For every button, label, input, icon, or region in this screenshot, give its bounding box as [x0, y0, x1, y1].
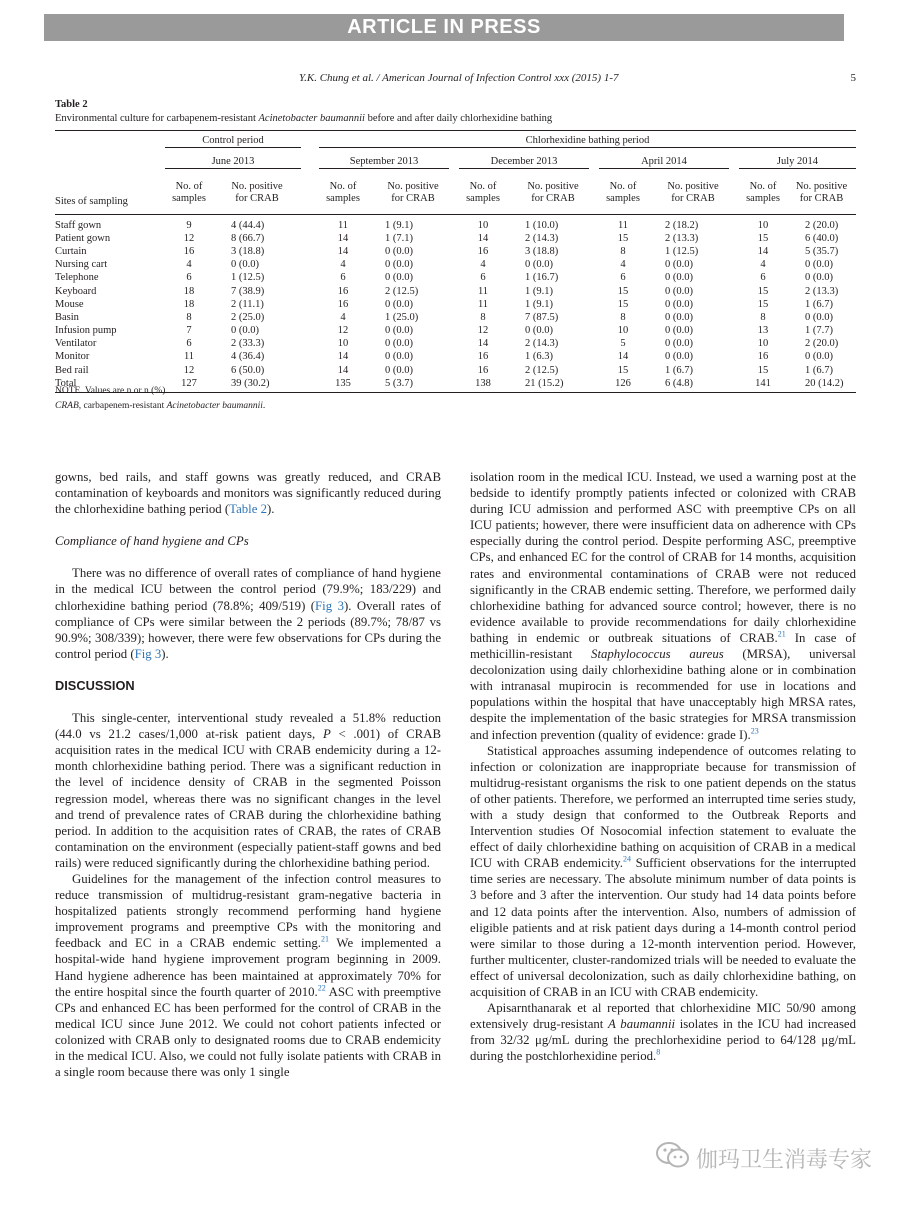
- table-note: NOTE. Values are n or n (%).: [55, 386, 168, 396]
- positive-cell: 0 (0.0): [385, 364, 413, 376]
- fig-3-link[interactable]: Fig 3: [315, 598, 344, 613]
- samples-cell: 14: [477, 232, 489, 244]
- table-row: [55, 377, 856, 393]
- samples-cell: 14: [337, 364, 349, 376]
- positive-cell: 0 (0.0): [665, 325, 693, 337]
- samples-cell: 14: [757, 245, 769, 257]
- positive-cell: 1 (9.1): [525, 285, 553, 297]
- table-caption: [55, 98, 856, 126]
- watermark: [656, 1141, 872, 1175]
- samples-cell: 11: [617, 219, 629, 231]
- samples-cell: 127: [165, 377, 213, 393]
- reference-link[interactable]: 21: [777, 629, 786, 639]
- samples-cell: 9: [186, 219, 192, 231]
- samples-cell: 11: [477, 298, 489, 310]
- positive-cell: 2 (20.0): [805, 219, 839, 231]
- period-header: September 2013: [319, 156, 449, 169]
- samples-cell: 10: [477, 219, 489, 231]
- positive-cell: 1 (25.0): [385, 311, 419, 323]
- site-cell: Bed rail: [55, 364, 89, 376]
- samples-cell: 12: [183, 232, 195, 244]
- samples-cell: 18: [183, 285, 195, 297]
- positive-cell: 1 (10.0): [525, 219, 559, 231]
- positive-cell: 2 (12.5): [525, 364, 559, 376]
- period-header: April 2014: [599, 156, 729, 169]
- positive-cell: 0 (0.0): [805, 259, 833, 271]
- period-header: December 2013: [459, 156, 589, 169]
- samples-cell: 4: [340, 259, 346, 271]
- article-in-press-banner: ARTICLE IN PRESS: [44, 14, 844, 41]
- samples-cell: 16: [337, 285, 349, 297]
- positive-cell: 6 (40.0): [805, 232, 839, 244]
- positive-cell: 6 (4.8): [647, 377, 739, 393]
- positive-cell: 2 (14.3): [525, 232, 559, 244]
- positive-cell: 2 (14.3): [525, 338, 559, 350]
- positive-cell: 5 (35.7): [805, 245, 839, 257]
- positive-cell: 0 (0.0): [525, 259, 553, 271]
- table-abbreviation: CRAB, carbapenem-resistant Acinetobacter baumannii.: [55, 401, 266, 411]
- environmental-culture-table: [55, 130, 856, 393]
- heading-discussion: DISCUSSION: [55, 677, 135, 693]
- positive-cell: 0 (0.0): [665, 351, 693, 363]
- site-cell: Monitor: [55, 351, 90, 363]
- table-row: [55, 272, 856, 285]
- positive-cell: 2 (11.1): [231, 298, 264, 310]
- caption-text-end: before and after daily chlorhexidine bathing: [364, 113, 553, 124]
- table-row: [55, 285, 856, 298]
- samples-cell: 6: [340, 272, 346, 284]
- column-header-positive: No. positive for CRAB: [795, 181, 848, 204]
- positive-cell: 6 (50.0): [231, 364, 265, 376]
- samples-cell: 11: [477, 285, 489, 297]
- samples-cell: 15: [617, 364, 629, 376]
- site-cell: Basin: [55, 311, 79, 323]
- wechat-icon: [656, 1141, 690, 1175]
- samples-cell: 16: [757, 351, 769, 363]
- positive-cell: 7 (87.5): [525, 311, 559, 323]
- positive-cell: 1 (7.7): [805, 325, 833, 337]
- table-row: [55, 298, 856, 311]
- positive-cell: 1 (6.7): [805, 298, 833, 310]
- samples-cell: 16: [337, 298, 349, 310]
- table-row: [55, 259, 856, 272]
- samples-cell: 8: [620, 245, 626, 257]
- positive-cell: 21 (15.2): [507, 377, 599, 393]
- samples-cell: 14: [337, 245, 349, 257]
- journal-citation: Y.K. Chung et al. / American Journal of Infection Control xxx (2015) 1-7: [299, 72, 619, 84]
- left-column: [55, 469, 441, 1080]
- samples-cell: 14: [617, 351, 629, 363]
- samples-cell: 7: [186, 325, 192, 337]
- site-cell: Telephone: [55, 272, 99, 284]
- samples-cell: 141: [739, 377, 787, 393]
- samples-cell: 6: [760, 272, 766, 284]
- paragraph: This single-center, interventional study revealed a 51.8% reduction (44.0 vs 21.2 cases/1,000 at-risk patient days, P < .001) of CRAB acquisition rates in the medical ICU with CRAB endemicity during a 12-month chlorhexidine bathing period. There was a significant reduction in the level of incidence density of CRAB in the segmented Poisson regression model, whereas there was no significant changes in the level and trend of prevalence rates of CRAB during the chlorhexidine bathing period. In addition to the acquisition rates of CRAB, the rates of CRAB contamination on the environment (especially patient-staff gowns and bed rails) were reduced significantly during the chlorhexidine bathing period.: [55, 711, 441, 870]
- positive-cell: 0 (0.0): [385, 245, 413, 257]
- samples-cell: 15: [617, 298, 629, 310]
- samples-cell: 11: [337, 219, 349, 231]
- positive-cell: 1 (6.3): [525, 351, 553, 363]
- samples-cell: 135: [319, 377, 367, 393]
- fig-3-link[interactable]: Fig 3: [134, 646, 162, 661]
- column-header-samples: No. of samples: [172, 181, 206, 204]
- site-cell: Curtain: [55, 245, 87, 257]
- samples-cell: 4: [760, 259, 766, 271]
- paragraph: Statistical approaches assuming independence of outcomes relating to infection or colonization are inappropriate because for transmission of multidrug-resistant organisms the risk to one patient depends on the status of other patients. Therefore, we performed an interrupted time series study, with a study design that conformed to the Outbreak Reports and Intervention studies Of Nosocomial infection statement to evaluate the effect of daily chlorhexidine bathing on acquisition of CRAB in a medical ICU with CRAB endemicity.$^{24}$ Sufficient observations for the interrupted time series are necessary. The absolute minimum number of data points is 3 before and 3 after the intervention. Our study had 14 data points before and 12 data points after the intervention. Also, numbers of admission of eligible patients and at risk patient days during a 14-month control period were similar to those during a 12-month intervention period. However, further multicenter, cluster-randomized trials will be needed to evaluate the effect of universal decolonization, such as daily chlorhexidine bathing, on acquisition of CRAB in an ICU with CRAB endemicity.: [470, 743, 856, 999]
- watermark-text: 伽玛卫生消毒专家: [695, 1147, 872, 1173]
- positive-cell: 0 (0.0): [525, 325, 553, 337]
- samples-cell: 12: [183, 364, 195, 376]
- samples-cell: 12: [337, 325, 349, 337]
- samples-cell: 4: [186, 259, 192, 271]
- site-cell: Infusion pump: [55, 325, 117, 337]
- samples-cell: 15: [617, 232, 629, 244]
- reference-link[interactable]: 23: [750, 726, 759, 736]
- column-header-samples: No. of samples: [606, 181, 640, 204]
- positive-cell: 0 (0.0): [385, 298, 413, 310]
- positive-cell: 1 (16.7): [525, 272, 559, 284]
- positive-cell: 1 (12.5): [665, 245, 699, 257]
- samples-cell: 14: [477, 338, 489, 350]
- samples-cell: 8: [620, 311, 626, 323]
- table-row: [55, 232, 856, 245]
- samples-cell: 5: [620, 338, 626, 350]
- positive-cell: 3 (18.8): [231, 245, 265, 257]
- samples-cell: 14: [337, 351, 349, 363]
- table-row: [55, 245, 856, 258]
- samples-cell: 14: [337, 232, 349, 244]
- column-header-samples: No. of samples: [746, 181, 780, 204]
- samples-cell: 10: [757, 219, 769, 231]
- positive-cell: 2 (20.0): [805, 338, 839, 350]
- positive-cell: 0 (0.0): [805, 311, 833, 323]
- positive-cell: 0 (0.0): [385, 338, 413, 350]
- column-header-positive: No. positive for CRAB: [527, 181, 579, 204]
- positive-cell: 0 (0.0): [665, 298, 693, 310]
- positive-cell: 2 (18.2): [665, 219, 699, 231]
- column-header-samples: No. of samples: [466, 181, 500, 204]
- period-header: July 2014: [739, 156, 856, 169]
- samples-cell: 8: [760, 311, 766, 323]
- samples-cell: 15: [757, 285, 769, 297]
- page-number: 5: [850, 72, 856, 84]
- positive-cell: 39 (30.2): [213, 377, 301, 393]
- table-row: [55, 338, 856, 351]
- positive-cell: 5 (3.7): [367, 377, 459, 393]
- positive-cell: 0 (0.0): [665, 285, 693, 297]
- site-cell: Patient gown: [55, 232, 111, 244]
- positive-cell: 8 (66.7): [231, 232, 265, 244]
- positive-cell: 0 (0.0): [385, 259, 413, 271]
- samples-cell: 8: [186, 311, 192, 323]
- positive-cell: 0 (0.0): [805, 351, 833, 363]
- samples-cell: 138: [459, 377, 507, 393]
- positive-cell: 3 (18.8): [525, 245, 559, 257]
- samples-cell: 4: [340, 311, 346, 323]
- period-header: June 2013: [165, 156, 301, 169]
- samples-cell: 6: [186, 338, 192, 350]
- group-header-chlorhexidine: Chlorhexidine bathing period: [319, 135, 856, 148]
- samples-cell: 8: [480, 311, 486, 323]
- positive-cell: 0 (0.0): [385, 325, 413, 337]
- reference-link[interactable]: 24: [622, 854, 631, 864]
- table-label: Table 2: [55, 99, 88, 110]
- samples-cell: 4: [620, 259, 626, 271]
- samples-cell: 6: [186, 272, 192, 284]
- site-cell: Staff gown: [55, 219, 102, 231]
- subheading-compliance: Compliance of hand hygiene and CPs: [55, 534, 249, 549]
- positive-cell: 0 (0.0): [385, 272, 413, 284]
- positive-cell: 1 (7.1): [385, 232, 413, 244]
- samples-cell: 18: [183, 298, 195, 310]
- positive-cell: 2 (33.3): [231, 338, 265, 350]
- site-cell: Mouse: [55, 298, 84, 310]
- positive-cell: 1 (6.7): [805, 364, 833, 376]
- table-2-link[interactable]: Table 2: [229, 502, 267, 517]
- reference-link[interactable]: 8: [656, 1048, 661, 1058]
- column-header-samples: No. of samples: [326, 181, 360, 204]
- table-row: [55, 215, 856, 233]
- column-header-site: Sites of sampling: [55, 172, 165, 215]
- column-header-positive: No. positive for CRAB: [231, 181, 283, 204]
- positive-cell: 1 (9.1): [385, 219, 413, 231]
- samples-cell: 16: [477, 351, 489, 363]
- samples-cell: 15: [757, 232, 769, 244]
- samples-cell: 15: [757, 364, 769, 376]
- positive-cell: 1 (12.5): [231, 272, 265, 284]
- site-cell: Ventilator: [55, 338, 97, 350]
- positive-cell: 0 (0.0): [665, 272, 693, 284]
- samples-cell: 6: [480, 272, 486, 284]
- samples-cell: 16: [183, 245, 195, 257]
- table-row: [55, 364, 856, 377]
- positive-cell: 2 (13.3): [805, 285, 839, 297]
- samples-cell: 15: [757, 298, 769, 310]
- table-row: [55, 311, 856, 324]
- positive-cell: 4 (36.4): [231, 351, 265, 363]
- positive-cell: 2 (12.5): [385, 285, 419, 297]
- samples-cell: 12: [477, 325, 489, 337]
- positive-cell: 7 (38.9): [231, 285, 265, 297]
- samples-cell: 16: [477, 245, 489, 257]
- positive-cell: 2 (13.3): [665, 232, 699, 244]
- column-header-positive: No. positive for CRAB: [667, 181, 719, 204]
- paragraph: Guidelines for the management of the infection control measures to reduce transmission of multidrug-resistant gram-negative bacteria in hospitalized patients strongly recommend performing hand hygiene improvement programs and preemptive CPs with the monitoring and feedback and EC in a CRAB endemic setting.$^{21}$ We implemented a hospital-wide hand hygiene improvement program beginning in 2009. Hand hygiene adherence has been maintained at approximately 70% for the entire hospital since the fourth quarter of 2010.22 ASC with preemptive CPs and enhanced EC has been performed for the control of CRAB in the medical ICU since June 2012. We could not cohort patients infected or colonized with CRAB only to designated rooms due to CRAB endemicity in the medical ICU. Also, we could not fully isolate patients with CRAB in a single room because there was only 1 single: [55, 871, 441, 1080]
- positive-cell: 0 (0.0): [231, 325, 259, 337]
- paragraph: isolation room in the medical ICU. Instead, we used a warning post at the bedside to identify promptly patients infected or colonized with CRAB during ICU admission and performed ASC with preemptive CPs on all ICU patients; however, there were insufficient data on adherence with CPs especially during the control period. Despite performing ASC, preemptive CPs, and enhanced EC for the control of CRAB for 14 months, acquisition rates and environmental contaminations of CRAB were not reduced significantly in the CRAB endemic setting. Therefore, we performed daily chlorhexidine bathing for advanced source control; however, there is no evidence available to provide recommendations for daily chlorhexidine bathing in endemic or outbreak situations of CRAB.$^{21}$ In case of methicillin-resistant Staphylococcus aureus (MRSA), universal decolonization using daily chlorhexidine bathing alone or in combination with intranasal mupirocin is recommended for use in locations and populations within the hospital that have unacceptably high MRSA rates, despite the implementation of the basic strategies for MRSA transmission and infection prevention (quality of evidence: grade I).$^{23}$: [470, 470, 857, 742]
- samples-cell: 15: [617, 285, 629, 297]
- caption-species: Acinetobacter baumannii: [258, 113, 365, 124]
- positive-cell: 0 (0.0): [665, 259, 693, 271]
- positive-cell: 4 (44.4): [231, 219, 265, 231]
- samples-cell: 16: [477, 364, 489, 376]
- paragraph: There was no difference of overall rates of compliance of hand hygiene in the medical ICU between the control period (79.9%; 183/229) and chlorhexidine bathing period (78.8%; 409/519) (Fig 3). Overall rates of compliance of CPs were similar between the 2 periods (89.7%; 78/87 vs 90.9%; 308/339); however, there were few observations for CPs during the control period (Fig 3).: [55, 566, 441, 661]
- samples-cell: 10: [757, 338, 769, 350]
- positive-cell: 1 (9.1): [525, 298, 553, 310]
- positive-cell: 0 (0.0): [665, 338, 693, 350]
- positive-cell: 1 (6.7): [665, 364, 693, 376]
- site-cell: Nursing cart: [55, 259, 108, 271]
- reference-link[interactable]: 22: [317, 983, 326, 993]
- samples-cell: 11: [183, 351, 195, 363]
- right-column: [470, 469, 856, 1064]
- positive-cell: 20 (14.2): [787, 377, 856, 393]
- samples-cell: 10: [337, 338, 349, 350]
- column-header-positive: No. positive for CRAB: [387, 181, 439, 204]
- samples-cell: 126: [599, 377, 647, 393]
- site-cell: Total: [55, 377, 165, 393]
- group-header-control: Control period: [165, 135, 301, 148]
- table-row: [55, 325, 856, 338]
- positive-cell: 0 (0.0): [805, 272, 833, 284]
- samples-cell: 13: [757, 325, 769, 337]
- table-body: [55, 215, 856, 393]
- paragraph: Apisarnthanarak et al reported that chlorhexidine MIC 50/90 among extensively drug-resistant A baumannii isolates in the ICU had increased from 32/32 μg/mL during the prechlorhexidine period to 64/128 μg/mL during the postchlorhexidine period.$^8$: [470, 1001, 857, 1064]
- samples-cell: 4: [480, 259, 486, 271]
- site-cell: Keyboard: [55, 285, 97, 297]
- positive-cell: 2 (25.0): [231, 311, 265, 323]
- positive-cell: 0 (0.0): [665, 311, 693, 323]
- positive-cell: 0 (0.0): [231, 259, 259, 271]
- samples-cell: 6: [620, 272, 626, 284]
- paragraph: gowns, bed rails, and staff gowns was greatly reduced, and CRAB contamination of keyboards and monitors was significantly reduced during the chlorhexidine bathing period (Table 2).: [55, 470, 441, 517]
- positive-cell: 0 (0.0): [385, 351, 413, 363]
- reference-link[interactable]: 21: [320, 935, 329, 945]
- table-row: [55, 351, 856, 364]
- caption-text: Environmental culture for carbapenem-resistant: [55, 113, 259, 124]
- samples-cell: 10: [617, 325, 629, 337]
